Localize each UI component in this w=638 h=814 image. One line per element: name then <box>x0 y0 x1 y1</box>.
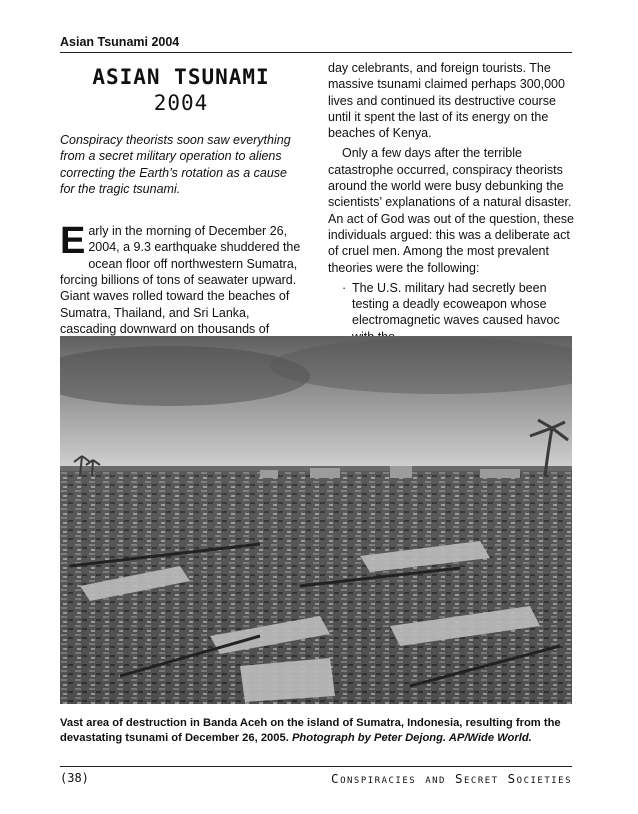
left-column <box>60 60 302 354</box>
article-subhead: Conspiracy theorists soon saw everything from a secret military operation to aliens correcting the Earth’s rotation as a cause for the tragic tsunami. <box>60 133 291 196</box>
caption-credit: Photograph by Peter Dejong. AP/Wide World. <box>291 732 532 744</box>
bullet-mark: · <box>342 280 347 295</box>
first-paragraph-left: arly in the morning of December 26, 2004, a 9.3 earthquake shuddered the ocean floor off northwestern Sumatra, forcing billions of tons of seawater upward. Giant waves rolled toward the beaches of Sumatra, Thailand, and Sri Lanka, cascading downward on thousands of <box>60 224 301 336</box>
page-number: (38) <box>60 771 89 785</box>
photo-caption <box>60 716 572 746</box>
title-line-2: 2004 <box>153 91 209 115</box>
bullet-text: The U.S. military had secretly been testing a deadly ecoweapon whose electromagnetic waves caused havoc <box>352 280 560 328</box>
first-paragraph <box>60 220 302 353</box>
running-head: Asian Tsunami 2004 <box>60 35 572 53</box>
title-line-1: ASIAN TSUNAMI <box>92 65 270 89</box>
drop-cap: E <box>60 220 86 263</box>
page-footer <box>60 766 572 786</box>
caption-text: Vast area of destruction in Banda Aceh on the island of Sumatra, Indonesia, resulting from the devastating tsunami of December 26, 2005. <box>60 717 561 744</box>
photo-illustration <box>60 336 572 704</box>
book-title: Conspiracies and Secret Societies <box>331 771 572 786</box>
second-paragraph: Only a few days after the terrible catastrophe occurred, conspiracy theorists around the world were busy debunking the scientists’ explanations of a natural disaster. An act of God was out of the question, these individuals argued: this was a deliberate act of cruel men. Among the most prevalent theories were the following: <box>328 146 574 275</box>
article-title <box>60 64 302 116</box>
right-column <box>328 60 574 345</box>
first-paragraph-continued: day celebrants, and foreign tourists. The massive tsunami claimed perhaps 300,000 lives and continued its destructive course until it spent the last of its energy on the beaches of Kenya. <box>328 61 565 141</box>
destruction-photo <box>60 336 572 704</box>
